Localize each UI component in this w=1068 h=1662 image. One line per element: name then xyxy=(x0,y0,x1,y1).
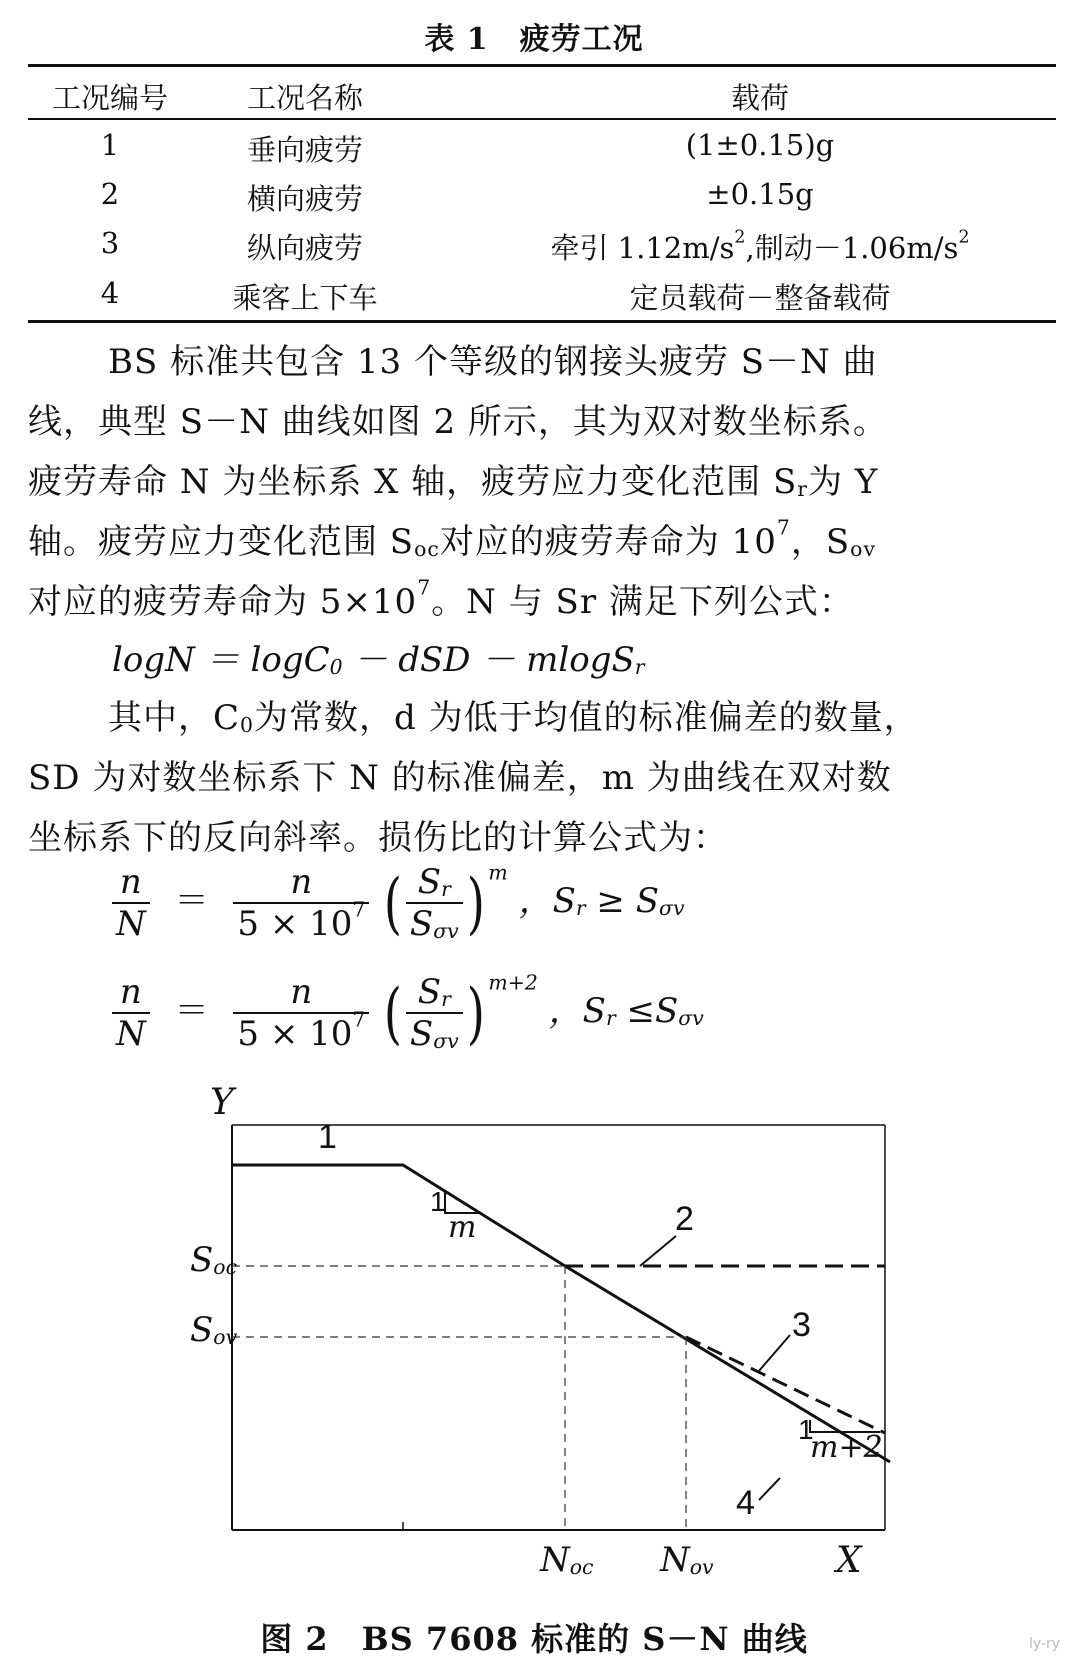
curve-label-2: 2 xyxy=(675,1200,694,1238)
leader-2 xyxy=(640,1236,676,1266)
table-row-4-load: 定员载荷－整备载荷 xyxy=(629,281,891,315)
table-row-2-load: ±0.15g xyxy=(706,177,814,211)
table-row-2-name: 横向疲劳 xyxy=(246,182,363,216)
curve-label-4: 4 xyxy=(736,1484,755,1522)
table-header-name: 工况名称 xyxy=(246,81,363,115)
table-row-3-id: 3 xyxy=(100,226,120,260)
paragraph-2-line-1: 其中，$C_0$为常数，d 为低于均值的标准偏差的数量， xyxy=(108,698,919,738)
table-row-4-name: 乘客上下车 xyxy=(232,281,378,315)
slope-2-run: m+2 xyxy=(810,1430,883,1465)
table-header-id: 工况编号 xyxy=(51,81,168,115)
paragraph-2-line-2: SD 为对数坐标系下 N 的标准偏差，m 为曲线在双对数 xyxy=(28,758,892,798)
table-caption: 表 1 疲劳工况 xyxy=(424,22,644,57)
table-row-4-id: 4 xyxy=(100,276,120,310)
formula-damage-ratio-1: $\frac{n}{N}$ ＝ $\frac{n}{5 \times 10^7}$ ( $\frac{S_r}{S_{\sigma v}}$ ) $^m$ ，$S_r \ge S_{\sigma v}$ xyxy=(112,862,684,944)
sov-label: $S_{ov}$ xyxy=(190,1310,238,1350)
table-row-3-load: 牵引 $1.12m/s^2$,制动$-1.06m/s^2$ xyxy=(550,227,970,265)
figure-x-label: X xyxy=(836,1540,862,1581)
watermark: ly-ry xyxy=(1028,1636,1060,1652)
curve-label-3: 3 xyxy=(792,1306,811,1344)
leader-4 xyxy=(759,1478,780,1500)
table-row-3-name: 纵向疲劳 xyxy=(246,231,363,265)
curve-label-1: 1 xyxy=(318,1118,337,1156)
slope-1-rise: 1 xyxy=(430,1186,446,1217)
paragraph-1-line-1: BS 标准共包含 13 个等级的钢接头疲劳 S－N 曲 xyxy=(108,342,878,382)
table-header-load: 载荷 xyxy=(730,81,789,115)
paragraph-1-line-2: 线，典型 S－N 曲线如图 2 所示，其为双对数坐标系。 xyxy=(28,402,888,442)
paragraph-1-line-4: 轴。疲劳应力变化范围 $S_{oc}$对应的疲劳寿命为 $10^7$，$S_{ov}$ xyxy=(28,515,876,562)
table-row-1-name: 垂向疲劳 xyxy=(246,133,363,167)
figure-y-label: Y xyxy=(210,1082,234,1123)
figure-caption: 图 2 BS 7608 标准的 S－N 曲线 xyxy=(260,1620,808,1658)
table-row-2-id: 2 xyxy=(100,177,120,211)
paragraph-2-line-3: 坐标系下的反向斜率。损伤比的计算公式为： xyxy=(28,818,728,858)
slope-1-run: m xyxy=(448,1210,477,1245)
curve-3-dashed xyxy=(686,1337,885,1433)
noc-label: $N_{oc}$ xyxy=(540,1540,594,1580)
paragraph-1-line-3: 疲劳寿命 N 为坐标系 X 轴，疲劳应力变化范围 $S_r$为 Y xyxy=(28,462,879,502)
formula-logn: logN ＝ logC$_0$ － dSD － mlogS$_r$ xyxy=(112,640,645,680)
formula-damage-ratio-2: $\frac{n}{N}$ ＝ $\frac{n}{5 \times 10^7}$ ( $\frac{S_r}{S_{\sigma v}}$ ) $^{m+2}$ ，$S_r \le S_{\sigma v}$ xyxy=(112,972,704,1054)
table-row-1-id: 1 xyxy=(100,128,120,162)
soc-label: $S_{oc}$ xyxy=(190,1240,237,1280)
paragraph-1-line-5: 对应的疲劳寿命为 $5\times 10^7$。N 与 Sr 满足下列公式： xyxy=(28,575,854,622)
leader-3 xyxy=(758,1335,790,1372)
table-row-1-load: (1±0.15)g xyxy=(685,128,835,162)
nov-label: $N_{ov}$ xyxy=(660,1540,714,1580)
slope-2-rise: 1 xyxy=(798,1414,814,1445)
